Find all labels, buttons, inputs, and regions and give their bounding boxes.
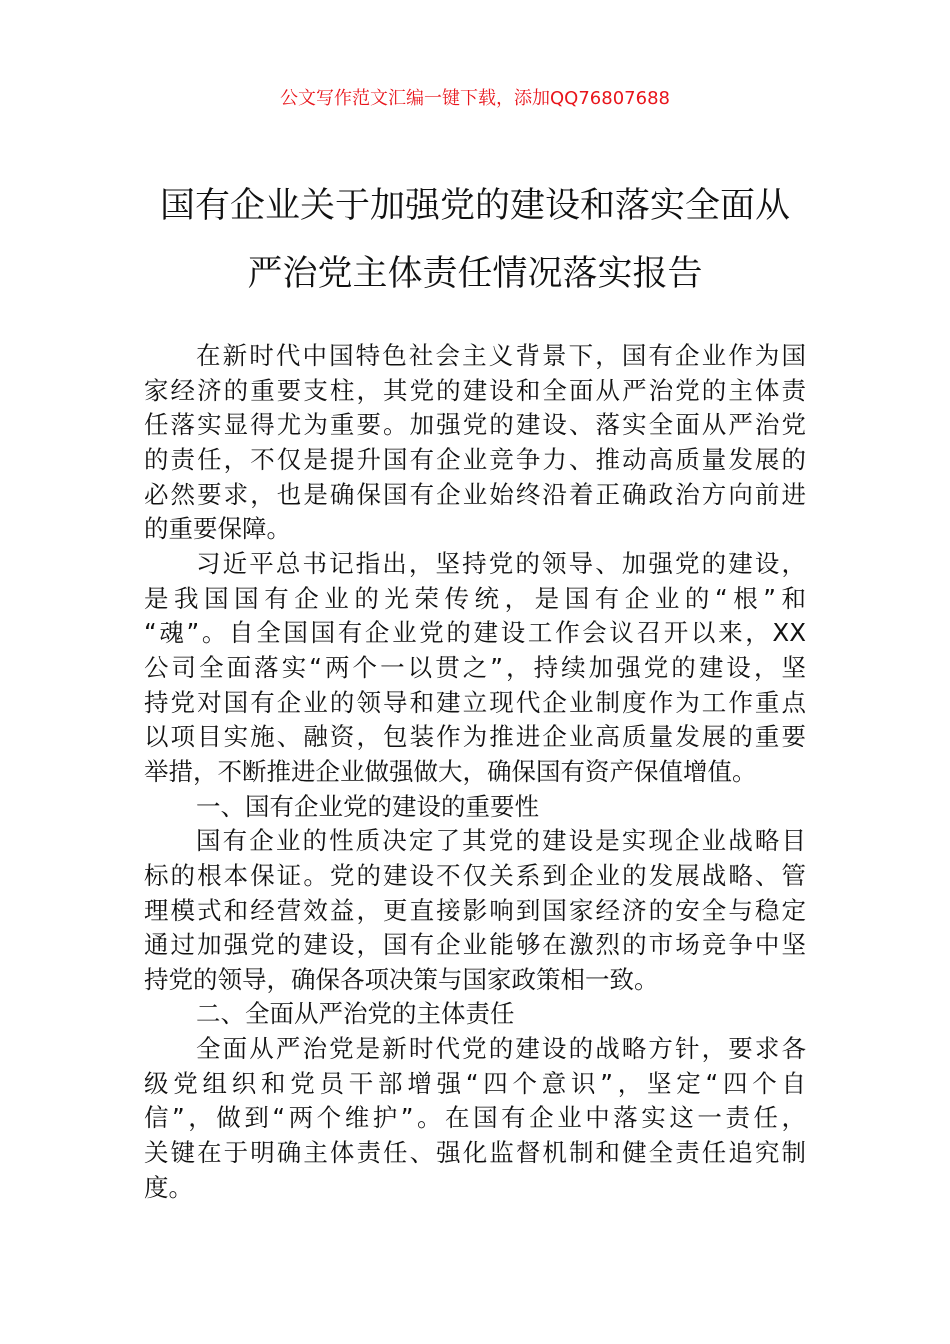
section-heading xyxy=(144,997,806,1032)
text-line: 关键在于明确主体责任、强化监督机制和健全责任追究制 xyxy=(144,1138,806,1168)
document-title-line-2: 严治党主体责任情况落实报告 xyxy=(247,254,703,294)
text-line: 级党组织和党员干部增强“四个意识”，坚定“四个自 xyxy=(144,1068,806,1098)
text-line: 标的根本保证。党的建设不仅关系到企业的发展战略、管 xyxy=(144,860,806,890)
paragraph xyxy=(144,824,806,997)
text-line: 二、全面从严治党的主体责任 xyxy=(196,999,515,1029)
text-line: 家经济的重要支柱，其党的建设和全面从严治党的主体责 xyxy=(144,375,806,405)
text-line: 国有企业的性质决定了其党的建设是实现企业战略目 xyxy=(196,826,806,856)
section-heading xyxy=(144,790,806,825)
paragraph xyxy=(144,1032,806,1205)
text-line: 一、国有企业党的建设的重要性 xyxy=(196,791,539,821)
text-line: 是我国国有企业的光荣传统，是国有企业的“根”和 xyxy=(144,583,806,613)
text-line: 必然要求，也是确保国有企业始终沿着正确政治方向前进 xyxy=(144,479,806,509)
text-line: 理模式和经营效益，更直接影响到国家经济的安全与稳定 xyxy=(144,895,806,925)
text-line: 以项目实施、融资，包装作为推进企业高质量发展的重要 xyxy=(144,722,806,752)
text-line: 持党对国有企业的领导和建立现代企业制度作为工作重点 xyxy=(144,687,806,717)
header-note: 公文写作范文汇编一键下载，添加QQ76807688 xyxy=(280,88,670,109)
text-line: 习近平总书记指出，坚持党的领导、加强党的建设， xyxy=(196,548,806,578)
text-line: 持党的领导，确保各项决策与国家政策相一致。 xyxy=(144,964,659,994)
text-line: 的重要保障。 xyxy=(144,514,291,544)
document-body xyxy=(144,339,806,1205)
document-title-line-1: 国有企业关于加强党的建设和落实全面从 xyxy=(159,186,790,226)
text-line: 举措，不断推进企业做强做大，确保国有资产保值增值。 xyxy=(144,756,757,786)
text-line: 在新时代中国特色社会主义背景下，国有企业作为国 xyxy=(196,341,806,370)
text-line: 的责任，不仅是提升国有企业竞争力、推动高质量发展的 xyxy=(144,444,806,474)
text-line: “魂”。自全国国有企业党的建设工作会议召开以来，XX xyxy=(144,618,806,648)
text-line: 度。 xyxy=(144,1172,193,1202)
paragraph xyxy=(144,547,806,790)
text-line: 信”，做到“两个维护”。在国有企业中落实这一责任， xyxy=(144,1103,806,1133)
text-line: 全面从严治党是新时代党的建设的战略方针，要求各 xyxy=(196,1034,806,1064)
text-line: 公司全面落实“两个一以贯之”，持续加强党的建设，坚 xyxy=(144,652,806,682)
text-line: 任落实显得尤为重要。加强党的建设、落实全面从严治党 xyxy=(144,410,806,440)
text-line: 通过加强党的建设，国有企业能够在激烈的市场竞争中坚 xyxy=(144,930,806,960)
paragraph xyxy=(144,339,806,547)
